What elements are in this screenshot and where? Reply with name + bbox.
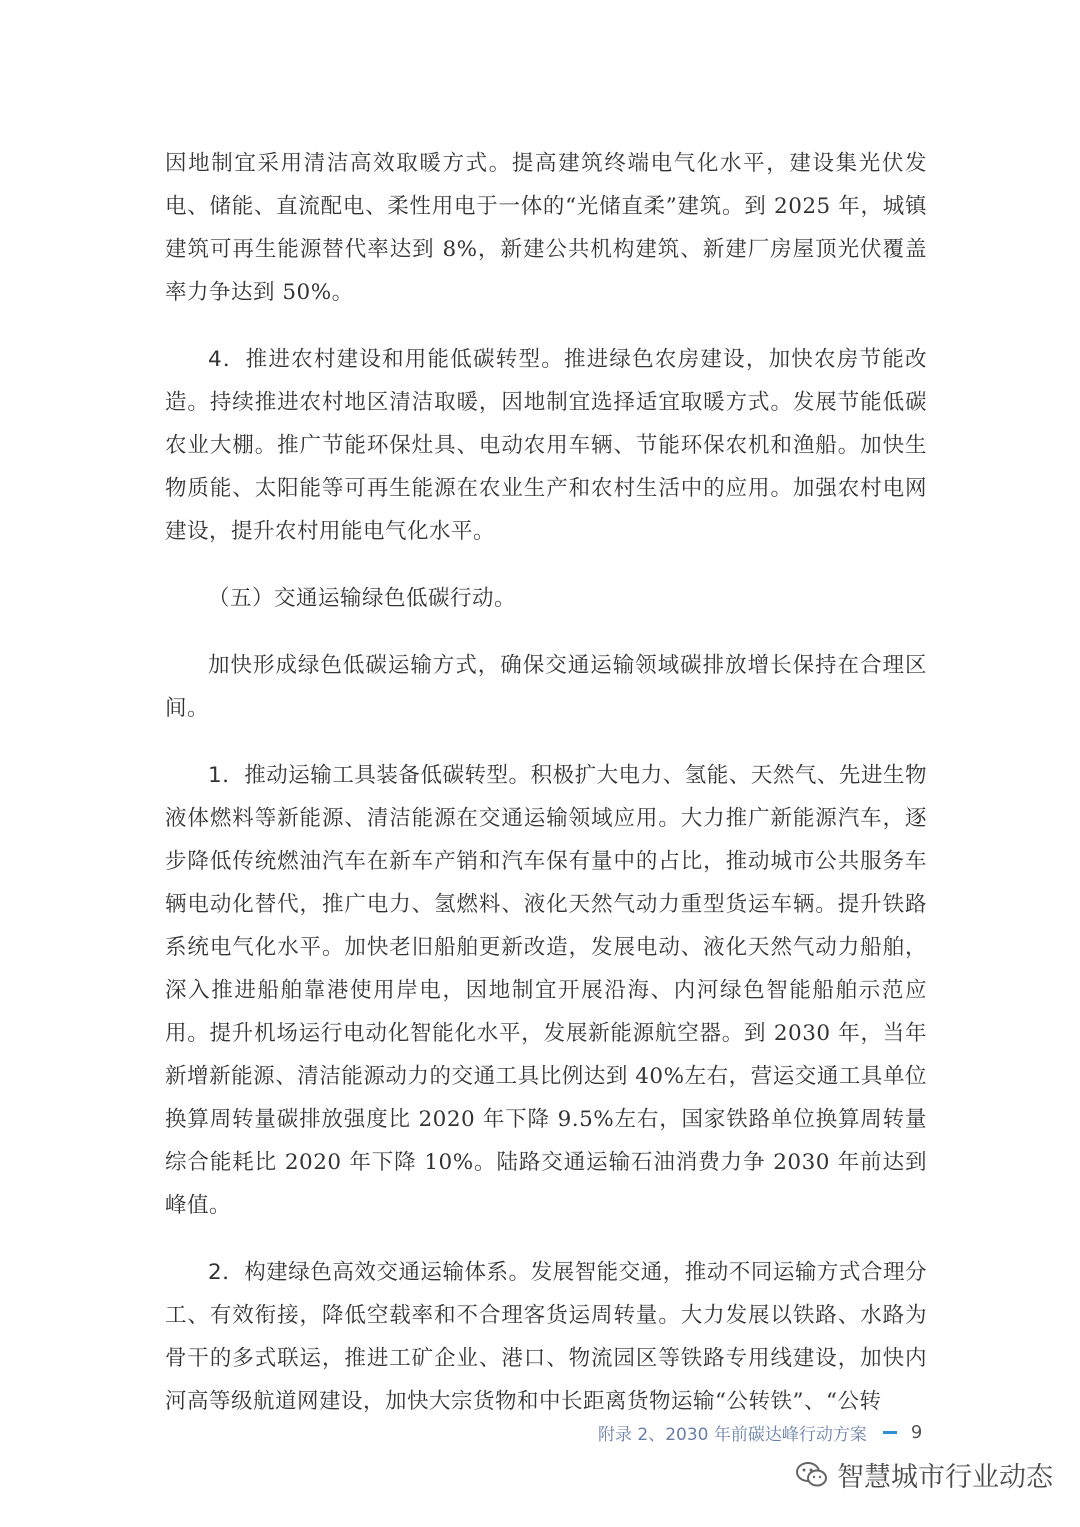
paragraph-lead: 2．构建绿色高效交通运输体系。: [208, 1260, 531, 1285]
paragraph-2: [165, 338, 927, 553]
footer-dash: [883, 1431, 897, 1434]
paragraph-4: [165, 644, 927, 730]
document-body: [165, 142, 927, 1423]
paragraph-6: [165, 1251, 927, 1423]
paragraph-text: 因地制宜采用清洁高效取暖方式。提高建筑终端电气化水平，建设集光伏发电、储能、直流配电、柔性用电于一体的“光储直柔”建筑。到 2025 年，城镇建筑可再生能源替代率达到 8%，新建公共机构建筑、新建厂房屋顶光伏覆盖率力争达到 50%。: [165, 151, 927, 305]
section-heading: [165, 577, 927, 620]
paragraph-lead: 4．推进农村建设和用能低碳转型。: [208, 347, 564, 372]
page-footer: [598, 1420, 922, 1445]
watermark-text: 智慧城市行业动态: [837, 1462, 1053, 1493]
paragraph-text: 发展智能交通，推动不同运输方式合理分工、有效衔接，降低空载率和不合理客货运周转量。大力发展以铁路、水路为骨干的多式联运，推进工矿企业、港口、物流园区等铁路专用线建设，加快内河高等级航道网建设，加快大宗货物和中长距离货物运输“公转铁”、“公转: [165, 1260, 927, 1414]
watermark: [795, 1455, 1053, 1494]
footer-title: 附录 2、2030 年前碳达峰行动方案: [598, 1425, 867, 1445]
page-number: 9: [910, 1422, 923, 1443]
paragraph-5: [165, 754, 927, 1227]
wechat-icon: [795, 1460, 829, 1490]
paragraph-1: [165, 142, 927, 314]
paragraph-lead: 1．推动运输工具装备低碳转型。: [208, 763, 531, 788]
paragraph-text: 积极扩大电力、氢能、天然气、先进生物液体燃料等新能源、清洁能源在交通运输领域应用。大力推广新能源汽车，逐步降低传统燃油汽车在新车产销和汽车保有量中的占比，推动城市公共服务车辆电动化替代，推广电力、氢燃料、液化天然气动力重型货运车辆。提升铁路系统电气化水平。加快老旧船舶更新改造，发展电动、液化天然气动力船舶，深入推进船舶靠港使用岸电，因地制宜开展沿海、内河绿色智能船舶示范应用。提升机场运行电动化智能化水平，发展新能源航空器。到 2030 年，当年新增新能源、清洁能源动力的交通工具比例达到 40%左右，营运交通工具单位换算周转量碳排放强度比 2020 年下降 9.5%左右，国家铁路单位换算周转量综合能耗比 2020 年下降 10%。陆路交通运输石油消费力争 2030 年前达到峰值。: [165, 763, 927, 1218]
section-heading-text: （五）交通运输绿色低碳行动。: [208, 586, 517, 611]
paragraph-text: 加快形成绿色低碳运输方式，确保交通运输领域碳排放增长保持在合理区间。: [165, 653, 927, 721]
paragraph-text: 推进绿色农房建设，加快农房节能改造。持续推进农村地区清洁取暖，因地制宜选择适宜取暖方式。发展节能低碳农业大棚。推广节能环保灶具、电动农用车辆、节能环保农机和渔船。加快生物质能、太阳能等可再生能源在农业生产和农村生活中的应用。加强农村电网建设，提升农村用能电气化水平。: [165, 347, 927, 544]
